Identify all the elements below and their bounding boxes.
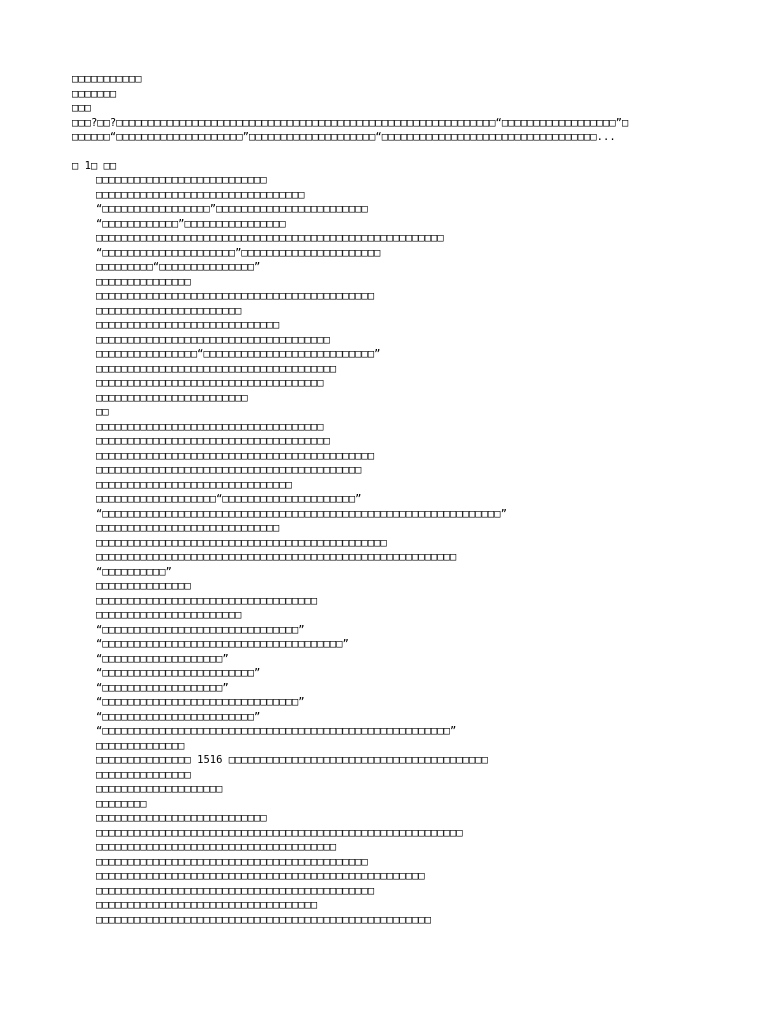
body-line: □□□□□□□□□□□□□□□ 1516 □□□□□□□□□□□□□□□□□□□□□□□□□□□□□□□□□□□□□□□□□ bbox=[96, 754, 488, 766]
body-line: □□□□□□□□□□□□□□□□□□□□□□□□□□□□□□□□□□□□ bbox=[96, 420, 324, 433]
header-line-2: □□□□□□□ bbox=[72, 87, 117, 100]
body-line: □□□□□□□□□□□□□□□□□□□□□□□□□□□□□ bbox=[96, 319, 280, 331]
body-line: □□□□□□□□□□□□□□□□□□□□ bbox=[96, 783, 223, 795]
chapter-body bbox=[72, 173, 728, 927]
body-line: □□□□□□□□□□□□□□□□□□□□□□□□□□□□□□□ bbox=[96, 478, 292, 491]
body-line: “□□□□□□□□□□□□□□□□□□□□□□□□” bbox=[96, 710, 261, 723]
body-line: “□□□□□□□□□□□□□□□□□□□□□□□□□□□□□□□□□□□□□□□□□□□□□□□□□□□□□□□□□□□□□□□” bbox=[96, 507, 507, 520]
body-line: □□□□□□□□□□□□□□□□□□□□□□□□□□□□□□□□□□□□□□□□□□□□□□□□□□□□□□□□□□ bbox=[96, 826, 463, 839]
body-line: □□□□□□□□□□□□□□□□□□□□□□□□□□□□□□□□□□□□□□□□□□□□□□ bbox=[96, 536, 387, 549]
body-line: □□□□□□□□□□□□□□□□□□□□□□□□□□□□□□□□□□□□□□ bbox=[96, 841, 337, 853]
body-line: □□□□□□□□□□□□□□□□□□□□□□□□□□□□□□□□□□□□□□ bbox=[96, 362, 337, 375]
body-line: □□□□□□□□□□□□□□□□□□□□□□□□□□□□□□□□□□□□□□□□□□□□ bbox=[96, 884, 375, 897]
body-line: “□□□□□□□□□□□□□□□□□□□□□□□□” bbox=[96, 667, 261, 679]
body-line: □□□□□□□□□□□□□□□□□□□□□□□□ bbox=[96, 391, 248, 404]
body-line: □□□□□□□□□□□□□□□□□□□□□□□□□□□□□□□□□ bbox=[96, 188, 305, 201]
body-line: □□□□□□□□□□□□□□□□□□□“□□□□□□□□□□□□□□□□□□□□□” bbox=[96, 493, 362, 505]
body-line: □□ bbox=[96, 406, 109, 418]
header-line-3: □□□ bbox=[72, 102, 91, 114]
body-line: □□□□□□□□ bbox=[96, 797, 147, 810]
body-line: “□□□□□□□□□□□□□□□□□□□” bbox=[96, 652, 229, 665]
body-line: □□□□□□□□□□□□□□□□□□□□□□□□□□□□□ bbox=[96, 522, 280, 534]
body-line: □□□□□□□□□□□□□□□□□□□□□□□□□□□ bbox=[96, 812, 267, 824]
body-line: □□□□□□□□□□□□□□□□□□□□□□□□□□□□□□□□□□□□□□□□□□ bbox=[96, 464, 362, 476]
body-line: □□□□□□□□□□□□□□□ bbox=[96, 768, 191, 781]
body-line: □□□□□□□□□□□□□□□□□□□□□□□□□□□□□□□□□□□ bbox=[96, 594, 318, 607]
intro-line-1: □□□?□□?□□□□□□□□□□□□□□□□□□□□□□□□□□□□□□□□□□□□□□□□□□□□□□□□□□□□□□□□□□□□“□□□□□□□□□□□□□□□□□□”□ bbox=[72, 116, 629, 129]
body-line: “□□□□□□□□□□□□□□□□□□□□□□□□□□□□□□□□□□□□□□” bbox=[96, 638, 349, 650]
body-line: “□□□□□□□□□□□□□□□□□□□□□□□□□□□□□□□” bbox=[96, 696, 305, 708]
body-line: “□□□□□□□□□□□□”□□□□□□□□□□□□□□□□ bbox=[96, 217, 286, 230]
body-line: □□□□□□□□□□□□□□□□□□□□□□□□□□□□□□□□□□□□□ bbox=[96, 435, 330, 447]
header-line-1: □□□□□□□□□□□ bbox=[72, 73, 142, 85]
body-line: “□□□□□□□□□□□□□□□□□□□□□□□□□□□□□□□” bbox=[96, 623, 305, 636]
body-line: □□□□□□□□□“□□□□□□□□□□□□□□□” bbox=[96, 261, 261, 273]
body-line: □□□□□□□□□□□□□□□□□□□□□□□□□□□□□□□□□□□□□□□□□□□□□□□□□□□□□ bbox=[96, 913, 432, 926]
body-line: □□□□□□□□□□□□□□□□□□□□□□□□□□□□□□□□□□□ bbox=[96, 899, 318, 911]
body-line: □□□□□□□□□□□□□□□□□□□□□□□□□□□□□□□□□□□□□□□□□□□□ bbox=[96, 449, 375, 462]
body-line: □□□□□□□□□□□□□□□ bbox=[96, 580, 191, 592]
body-line: □□□□□□□□□□□□□□□□□□□□□□□ bbox=[96, 304, 242, 317]
body-line: □□□□□□□□□□□□□□□□□□□□□□□□□□□□□□□□□□□□□□□□□□□□□□□□□□□□□□□ bbox=[96, 232, 444, 244]
body-line: “□□□□□□□□□□□□□□□□□□□□□□□□□□□□□□□□□□□□□□□□□□□□□□□□□□□□□□□” bbox=[96, 725, 457, 737]
body-line: □□□□□□□□□□□□□□□□□□□□□□□□□□□□□□□□□□□□□□□□□□□□□□□□□□□□□□□□□ bbox=[96, 551, 457, 563]
body-line: □□□□□□□□□□□□□□□□“□□□□□□□□□□□□□□□□□□□□□□□□□□□” bbox=[96, 348, 381, 360]
body-line: □□□□□□□□□□□□□□□□□□□□□□□□□□□□□□□□□□□□□□□□□□□□ bbox=[96, 290, 375, 302]
body-line: □□□□□□□□□□□□□□ bbox=[96, 739, 185, 752]
body-line: □□□□□□□□□□□□□□□□□□□□□□□□□□□□□□□□□□□□ bbox=[96, 377, 324, 389]
body-line: □□□□□□□□□□□□□□□□□□□□□□□□□□□□□□□□□□□□□□□□□□□ bbox=[96, 855, 368, 868]
chapter-heading: □ 1□ □□ bbox=[72, 159, 117, 172]
body-line: □□□□□□□□□□□□□□□ bbox=[96, 275, 191, 288]
body-line: “□□□□□□□□□□□□□□□□□□□□□”□□□□□□□□□□□□□□□□□□□□□□ bbox=[96, 246, 381, 259]
paragraph-gap bbox=[72, 145, 728, 159]
body-line: “□□□□□□□□□□□□□□□□□”□□□□□□□□□□□□□□□□□□□□□□□□ bbox=[96, 203, 368, 215]
intro-line-2: □□□□□□“□□□□□□□□□□□□□□□□□□□□”□□□□□□□□□□□□□□□□□□□□“□□□□□□□□□□□□□□□□□□□□□□□□□□□□□□□□□□... bbox=[72, 131, 616, 143]
body-line: □□□□□□□□□□□□□□□□□□□□□□□□□□□ bbox=[96, 174, 267, 186]
body-line: □□□□□□□□□□□□□□□□□□□□□□□ bbox=[96, 609, 242, 621]
body-line: “□□□□□□□□□□” bbox=[96, 565, 172, 578]
body-line: □□□□□□□□□□□□□□□□□□□□□□□□□□□□□□□□□□□□□ bbox=[96, 333, 330, 346]
document-page bbox=[72, 72, 728, 927]
body-line: □□□□□□□□□□□□□□□□□□□□□□□□□□□□□□□□□□□□□□□□□□□□□□□□□□□□ bbox=[96, 870, 425, 882]
body-line: “□□□□□□□□□□□□□□□□□□□” bbox=[96, 681, 229, 694]
